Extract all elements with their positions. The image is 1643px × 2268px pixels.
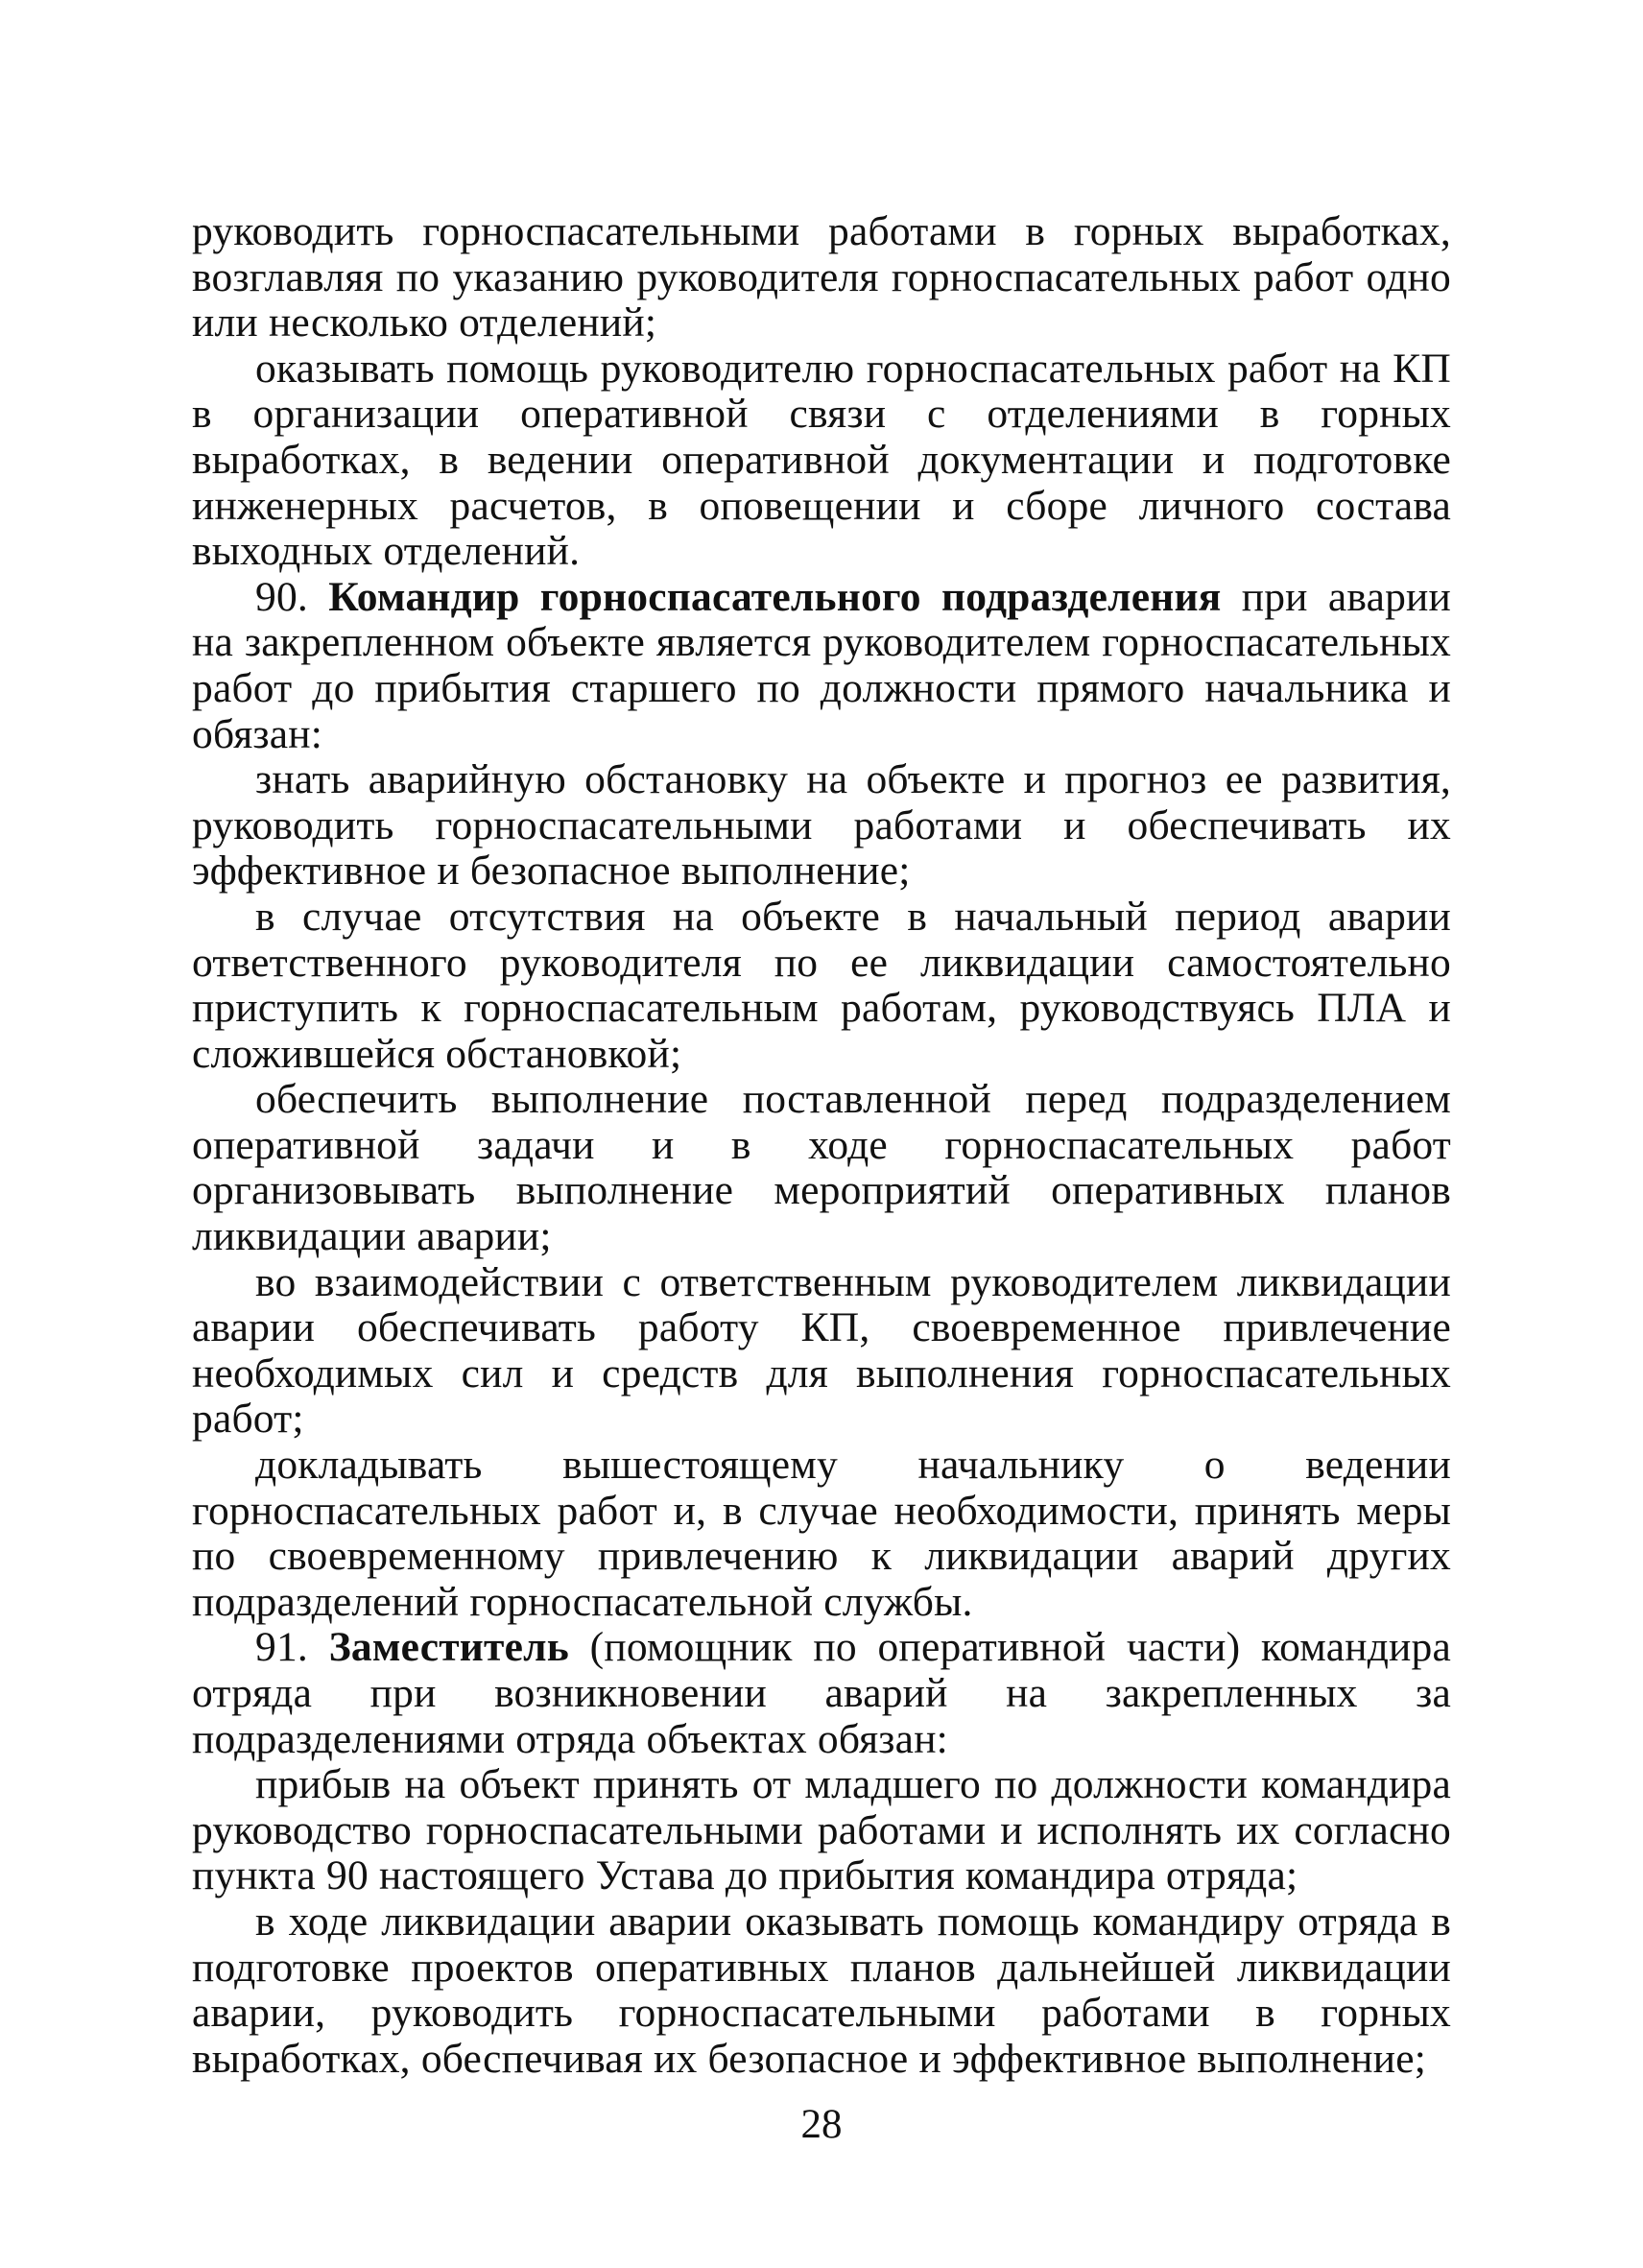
paragraph-4 bbox=[192, 757, 1451, 895]
paragraph-6-text: обеспечить выполнение поставленной перед подразделением оперативной задачи и в ходе горноспасательных работ организовывать выполнение мероприятий оперативных планов ликвидации аварии; bbox=[192, 1076, 1451, 1260]
paragraph-5 bbox=[192, 895, 1451, 1077]
paragraph-1-text: руководить горноспасательными работами в горных выработках, возглавляя по указанию руководителя горноспасательных работ одно или несколько отделений; bbox=[192, 208, 1451, 346]
body-text bbox=[192, 209, 1451, 2082]
paragraph-2-text: оказывать помощь руководителю горноспасательных работ на КП в организации оперативной связи с отделениями в горных выработках, в ведении оперативной документации и подготовке инженерных расчетов, в оповещении и сборе личного состава выходных отделений. bbox=[192, 345, 1451, 575]
paragraph-91-text: (помощник по оперативной части) командира отряда при возникновении аварий на закрепленных за подразделениями отряда объектах обязан: bbox=[192, 1624, 1451, 1762]
paragraph-90 bbox=[192, 575, 1451, 757]
paragraph-90-bold-term: Командир горноспасательного подразделения bbox=[328, 573, 1222, 620]
paragraph-8-text: докладывать вышестоящему начальнику о ведении горноспасательных работ и, в случае необходимости, принять меры по своевременному привлечению к ликвидации аварий других подразделений горноспасательной службы. bbox=[192, 1442, 1451, 1625]
paragraph-8 bbox=[192, 1443, 1451, 1625]
paragraph-1 bbox=[192, 209, 1451, 346]
paragraph-10-text: прибыв на объект принять от младшего по должности командира руководство горноспасательными работами и исполнять их согласно пункта 90 настоящего Устава до прибытия командира отряда; bbox=[192, 1761, 1451, 1899]
paragraph-7 bbox=[192, 1260, 1451, 1443]
paragraph-2 bbox=[192, 346, 1451, 575]
paragraph-91-number: 91. bbox=[255, 1624, 329, 1671]
paragraph-91 bbox=[192, 1625, 1451, 1762]
paragraph-10 bbox=[192, 1762, 1451, 1899]
paragraph-5-text: в случае отсутствия на объекте в начальный период аварии ответственного руководителя по ее ликвидации самостоятельно приступить к горноспасательным работам, руководствуясь ПЛА и сложившейся обстановкой; bbox=[192, 893, 1451, 1077]
paragraph-4-text: знать аварийную обстановку на объекте и прогноз ее развития, руководить горноспасательными работами и обеспечивать их эффективное и безопасное выполнение; bbox=[192, 756, 1451, 895]
paragraph-90-number: 90. bbox=[255, 573, 329, 620]
paragraph-90-text: при аварии на закрепленном объекте является руководителем горноспасательных работ до прибытия старшего по должности прямого начальника и обязан: bbox=[192, 573, 1451, 757]
paragraph-6 bbox=[192, 1077, 1451, 1259]
paragraph-11-text: в ходе ликвидации аварии оказывать помощь командиру отряда в подготовке проектов оперативных планов дальнейшей ликвидации аварии, руководить горноспасательными работами в горных выработках, обеспечивая их безопасное и эффективное выполнение; bbox=[192, 1898, 1451, 2082]
paragraph-7-text: во взаимодействии с ответственным руководителем ликвидации аварии обеспечивать работу КП, своевременное привлечение необходимых сил и средств для выполнения горноспасательных работ; bbox=[192, 1258, 1451, 1443]
paragraph-91-bold-term: Заместитель bbox=[328, 1624, 569, 1671]
page-number: 28 bbox=[800, 2102, 843, 2147]
paragraph-11 bbox=[192, 1899, 1451, 2082]
